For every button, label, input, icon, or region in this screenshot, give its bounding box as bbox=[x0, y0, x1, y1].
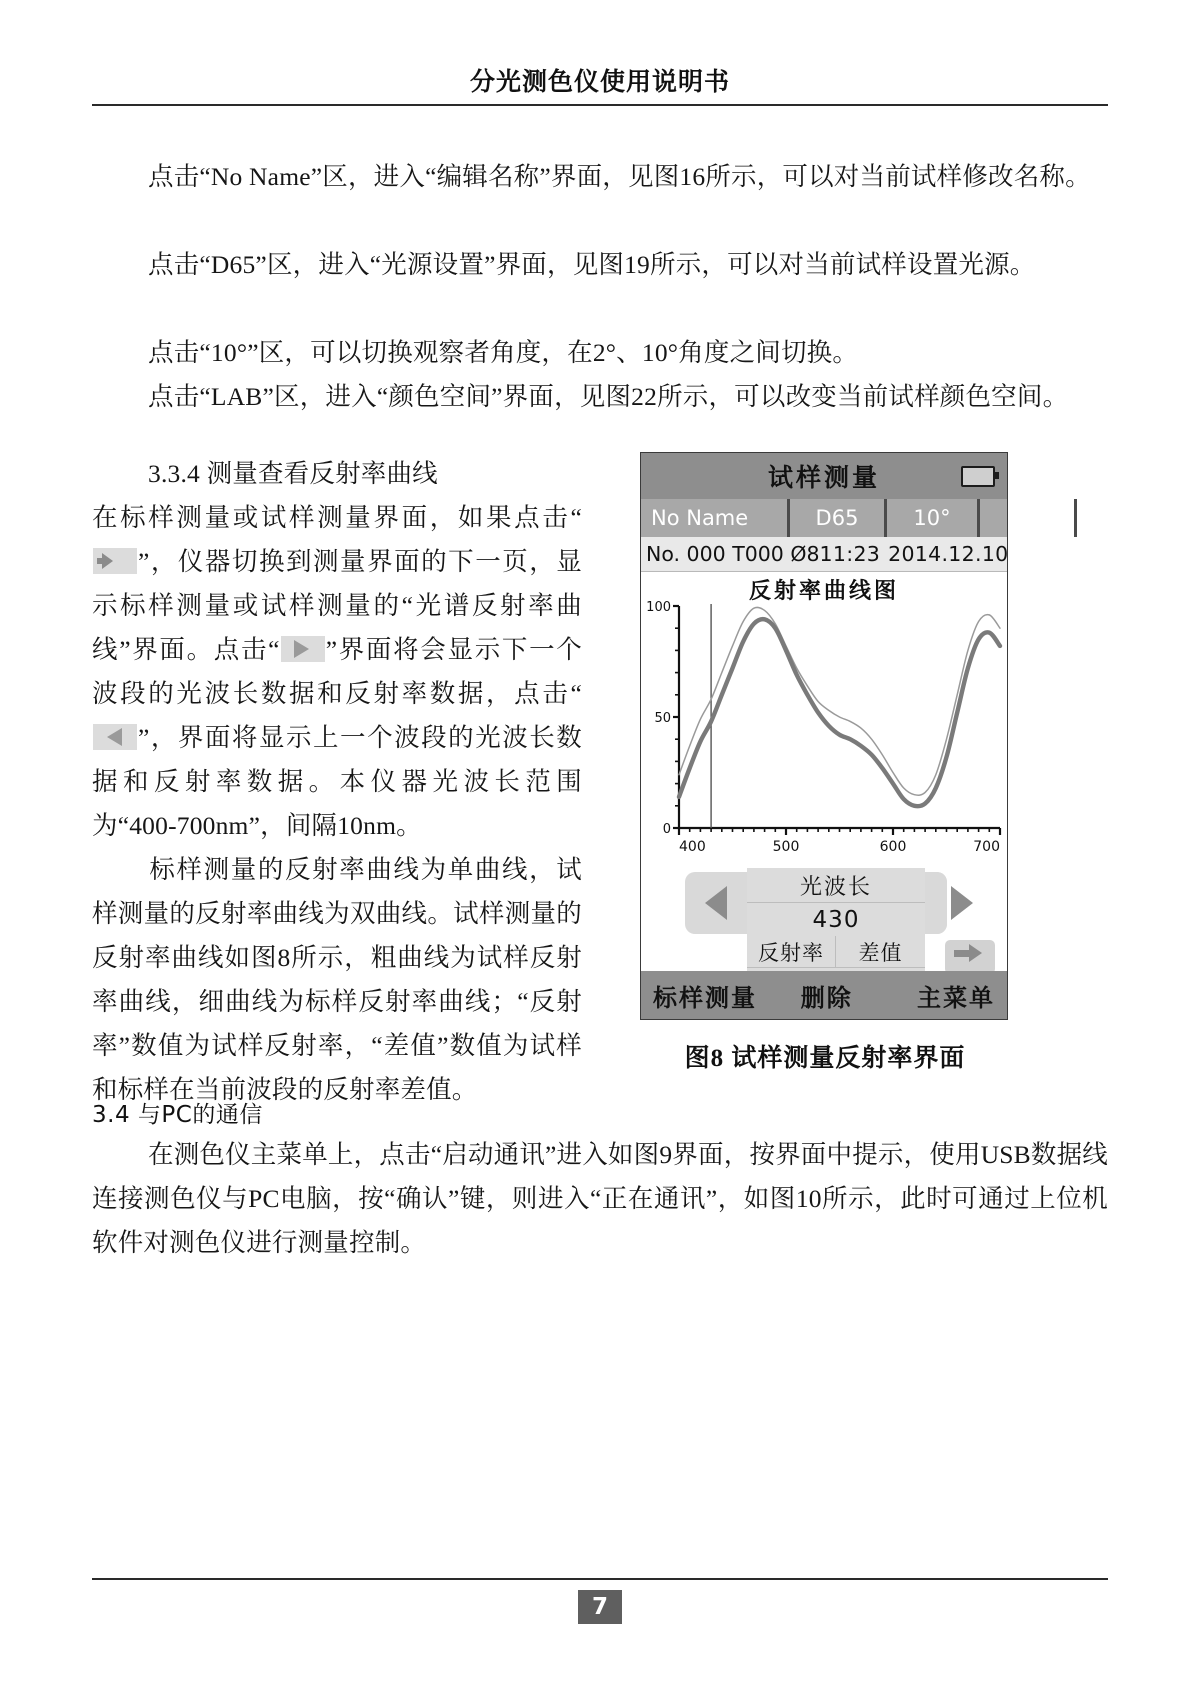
reflectance-header: 反射率 bbox=[747, 936, 836, 968]
device-footer-bar bbox=[641, 971, 1007, 1019]
paragraph-text: 在测色仪主菜单上，点击“启动通讯”进入如图9界面，按界面中提示，使用USB数据线连接测色仪与PC电脑，按“确认”键，则进入“正在通讯”，如图10所示，此时可通过上位机软件对测色仪进行测量控制。 bbox=[92, 1140, 1108, 1257]
difference-header: 差值 bbox=[836, 936, 925, 968]
section-34-heading: 3.4 与PC的通信 bbox=[92, 1102, 263, 1128]
wavelength-label: 光波长 bbox=[799, 874, 872, 900]
tab-spacer bbox=[1077, 499, 1097, 537]
wavelength-box bbox=[747, 868, 925, 937]
sample-id-label: No. 000 T000 Ø8 bbox=[646, 542, 820, 566]
section-334-text-a3: ”界面将会显示下一个波段的光波长数据和反射率数据，点击“ bbox=[92, 635, 582, 708]
paragraph-angle bbox=[92, 331, 1108, 375]
footer-button-standard-measure[interactable]: 标样测量 bbox=[653, 983, 757, 1012]
page-header bbox=[0, 62, 1200, 98]
section-334-text-a4: ”，界面将显示上一个波段的光波长数据和反射率数据。本仪器光波长范围为“400-700nm”，间隔10nm。 bbox=[92, 723, 582, 840]
section-334-heading: 3.3.4 测量查看反射率曲线 bbox=[148, 459, 438, 488]
reflectance-chart bbox=[641, 572, 1007, 866]
section-334-text-a2: ”，仪器切换到测量界面的下一页，显示标样测量或试样测量的“光谱反射率曲线”界面。点击“ bbox=[92, 547, 582, 664]
svg-text:700: 700 bbox=[973, 839, 1000, 855]
paragraph-d65 bbox=[92, 243, 1108, 287]
chart-title: 反射率曲线图 bbox=[748, 579, 899, 604]
triangle-right-icon bbox=[951, 886, 973, 920]
device-title-bar bbox=[641, 453, 1007, 499]
figure-caption: 图8 试样测量反射率界面 bbox=[684, 1045, 966, 1072]
paragraph-text: 点击“LAB”区，进入“颜色空间”界面，见图22所示，可以改变当前试样颜色空间。 bbox=[148, 382, 1069, 411]
header-title: 分光测色仪使用说明书 bbox=[469, 67, 730, 96]
chart-canvas bbox=[641, 598, 1006, 864]
section-334-column bbox=[92, 452, 582, 1112]
svg-text:400: 400 bbox=[679, 839, 706, 855]
next-page-button[interactable] bbox=[945, 940, 995, 974]
time-label: 11:23 bbox=[819, 542, 881, 566]
footer-button-delete[interactable]: 删除 bbox=[800, 983, 853, 1012]
triangle-left-icon bbox=[705, 886, 727, 920]
paragraph-text: 点击“No Name”区，进入“编辑名称”界面，见图16所示，可以对当前试样修改名称。 bbox=[148, 162, 1091, 191]
arrow-right-head bbox=[969, 944, 982, 962]
paragraph-no-name bbox=[92, 155, 1108, 199]
wavelength-value: 430 bbox=[747, 902, 925, 937]
footer-divider bbox=[92, 1578, 1108, 1580]
svg-text:600: 600 bbox=[879, 839, 907, 855]
svg-text:50: 50 bbox=[654, 711, 671, 726]
tab-d65[interactable]: D65 bbox=[790, 499, 887, 537]
tab-no-name[interactable]: No Name bbox=[641, 499, 790, 537]
prev-wavelength-button[interactable] bbox=[685, 872, 747, 934]
section-334-text-b: 标样测量的反射率曲线为单曲线，试样测量的反射率曲线为双曲线。试样测量的反射率曲线如图8所示，粗曲线为试样反射率曲线，细曲线为标样反射率曲线；“反射率”数值为试样反射率，“差值”数值为试样和标样在当前波段的反射率差值。 bbox=[92, 855, 582, 1104]
page-number: 7 bbox=[578, 1590, 622, 1624]
paragraph-text: 点击“D65”区，进入“光源设置”界面，见图19所示，可以对当前试样设置光源。 bbox=[148, 250, 1036, 279]
svg-text:0: 0 bbox=[662, 822, 671, 837]
header-divider bbox=[92, 104, 1108, 106]
device-info-bar bbox=[641, 537, 1007, 572]
paragraph-text: 点击“10°”区，可以切换观察者角度，在2°、10°角度之间切换。 bbox=[148, 338, 859, 367]
device-control-panel bbox=[641, 866, 1007, 970]
svg-text:500: 500 bbox=[772, 839, 800, 855]
page-number-container bbox=[0, 1590, 1200, 1624]
tab-color-space[interactable]: LAB bbox=[980, 499, 1077, 537]
section-34-paragraph bbox=[92, 1133, 1108, 1265]
device-screenshot bbox=[640, 452, 1048, 1020]
next-wavelength-button[interactable] bbox=[931, 872, 993, 934]
arrow-right-icon bbox=[93, 548, 137, 574]
battery-icon bbox=[961, 466, 995, 487]
device-tab-bar bbox=[641, 499, 1048, 537]
paragraph-lab bbox=[92, 375, 1108, 419]
triangle-left-icon bbox=[93, 724, 137, 750]
tab-observer-angle[interactable]: 10° bbox=[887, 499, 980, 537]
date-label: 2014.12.10 bbox=[888, 542, 1009, 566]
svg-text:100: 100 bbox=[646, 600, 671, 615]
triangle-right-icon bbox=[281, 636, 325, 662]
section-334-text-a1: 在标样测量或试样测量界面，如果点击“ bbox=[92, 503, 582, 532]
footer-button-main-menu[interactable]: 主菜单 bbox=[916, 983, 995, 1012]
device-title: 试样测量 bbox=[767, 463, 880, 492]
